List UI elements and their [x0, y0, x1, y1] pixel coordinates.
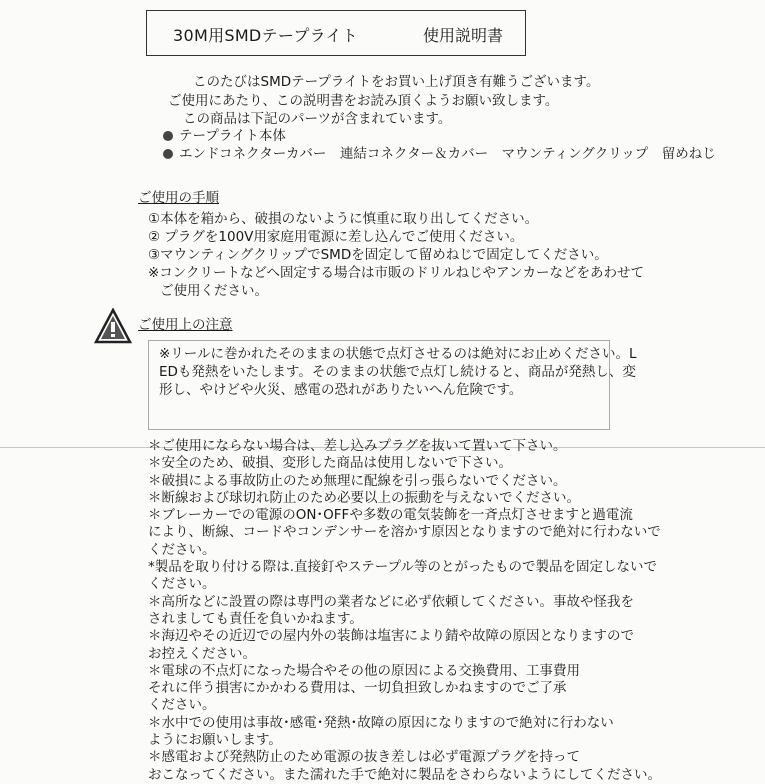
caution-line: ＊安全のため、破損、変形した商品は使用しないで下さい。: [148, 455, 512, 472]
caution-line: により、断線、コードやコンデンサーを溶かす原因となりますので絶対に行わないで: [148, 524, 661, 541]
caution-line: ＊感電および発熱防止のため電源の抜き差しは必ず電源プラグを持って: [148, 749, 580, 766]
caution-line: されましても責任を負いかねます。: [148, 610, 363, 627]
caution-list: [148, 438, 668, 784]
part-item: [163, 128, 286, 145]
title-box: [146, 10, 526, 56]
caution-line: ください。: [148, 697, 216, 714]
procedure-step: ② プラグを100V用家庭用電源に差し込んでご使用ください。: [148, 229, 524, 245]
caution-line: それに伴う損害にかかわる費用は、一切負担致しかねますのでご了承: [148, 680, 567, 697]
procedure-step: ①本体を箱から、破損のないように慎重に取り出してください。: [148, 211, 539, 227]
caution-line: お控えください。: [148, 645, 256, 662]
notice-box: [148, 340, 637, 430]
notice-line: 形し、やけどや火災、感電の恐れがありたいへん危険です。: [159, 382, 523, 398]
document-title: 使用説明書: [423, 26, 504, 45]
product-title: 30M用SMDテープライト: [173, 26, 359, 45]
bullet-icon: [163, 131, 173, 141]
bullet-icon: [163, 149, 173, 159]
caution-line: ＊電球の不点灯になった場合やその他の原因による交換費用、工事費用: [148, 662, 580, 679]
caution-line: おこなってください。また濡れた手で絶対に製品をさわらないようにしてください。: [148, 766, 661, 783]
caution-line: ＊ブレーカーでの電源のON･OFFや多数の電気装飾を一斉点灯させますと過電流: [148, 507, 633, 524]
procedure-step: ③マウンティングクリップでSMDを固定して留めねじで固定してください。: [148, 247, 608, 263]
caution-line: ＊海辺やその近辺での屋内外の装飾は塩害により錆や故障の原因となりますので: [148, 628, 634, 645]
cautions-heading: ご使用上の注意: [138, 317, 233, 333]
notice-line: EDも発熱をいたします。そのままの状態で点灯し続けると、商品が発熱し、変: [159, 364, 636, 380]
part-label: テープライト本体: [179, 128, 286, 144]
caution-line: ＊断線および球切れ防止のため必要以上の振動を与えないでください。: [148, 489, 580, 506]
caution-line: ＊水中での使用は事故･感電･発熱･故障の原因になりますので絶対に行わない: [148, 714, 614, 731]
part-item: [163, 146, 716, 163]
procedure-note: ご使用ください。: [160, 283, 268, 299]
intro-line: この商品は下記のパーツが含まれています。: [183, 111, 452, 127]
intro-line: ご使用にあたり、この説明書をお読み頂くようお願い致します。: [168, 93, 559, 109]
caution-line: ＊ご使用にならない場合は、差し込みプラグを抜いて置いて下さい。: [148, 438, 567, 454]
procedure-note: ※コンクリートなどへ固定する場合は市販のドリルねじやアンカーなどをあわせて: [148, 265, 644, 281]
caution-line: ようにお願いします。: [148, 732, 282, 749]
caution-line: ＊高所などに設置の際は専門の業者などに必ず依頼してください。事故や怪我を: [148, 593, 634, 610]
warning-triangle-icon: [94, 308, 132, 344]
caution-line: ください。: [148, 576, 216, 593]
part-label: エンドコネクターカバー 連結コネクター＆カバー マウンティングクリップ 留めねじ: [179, 146, 716, 162]
caution-line: ＊破損による事故防止のため無理に配線を引っ張らないでください。: [148, 472, 567, 489]
notice-line: ※リールに巻かれたそのままの状態で点灯させるのは絶対にお止めください。L: [159, 346, 637, 362]
caution-line: *製品を取り付ける際は.直接釘やステープル等のとがったもので製品を固定しないで: [148, 559, 658, 576]
intro-line: このたびはSMDテープライトをお買い上げ頂き有難うございます。: [193, 74, 600, 90]
caution-line: ください。: [148, 541, 216, 558]
procedure-heading: ご使用の手順: [138, 190, 219, 206]
